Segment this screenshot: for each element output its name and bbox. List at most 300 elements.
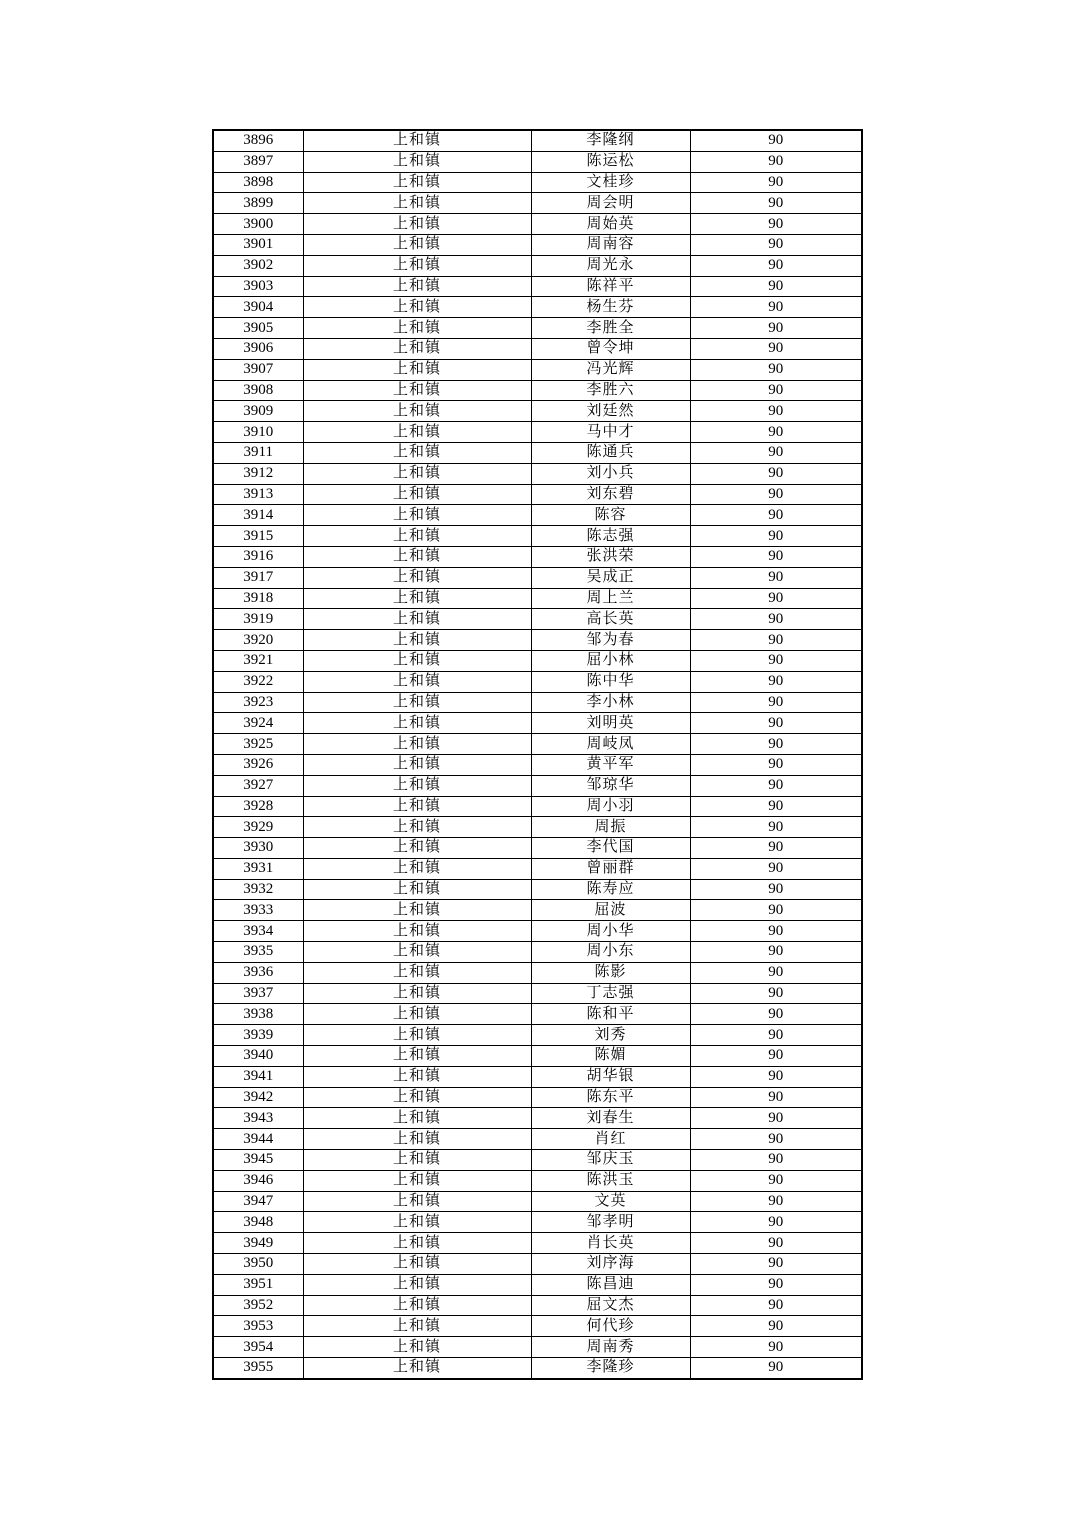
row-number-cell: 3954 (213, 1337, 303, 1358)
town-cell: 上和镇 (303, 1004, 531, 1025)
row-number-cell: 3929 (213, 817, 303, 838)
person-name-cell: 陈寿应 (531, 879, 690, 900)
person-name-cell: 陈影 (531, 962, 690, 983)
amount-cell: 90 (690, 505, 862, 526)
table-row (213, 526, 862, 547)
table-row (213, 359, 862, 380)
amount-cell: 90 (690, 754, 862, 775)
town-cell: 上和镇 (303, 1337, 531, 1358)
amount-cell: 90 (690, 234, 862, 255)
amount-cell: 90 (690, 359, 862, 380)
amount-cell: 90 (690, 921, 862, 942)
person-name-cell: 邹琼华 (531, 775, 690, 796)
person-name-cell: 陈昌迪 (531, 1274, 690, 1295)
amount-cell: 90 (690, 276, 862, 297)
amount-cell: 90 (690, 172, 862, 193)
amount-cell: 90 (690, 671, 862, 692)
table-row (213, 796, 862, 817)
town-cell: 上和镇 (303, 172, 531, 193)
row-number-cell: 3904 (213, 297, 303, 318)
table-row (213, 1129, 862, 1150)
row-number-cell: 3926 (213, 754, 303, 775)
town-cell: 上和镇 (303, 1212, 531, 1233)
town-cell: 上和镇 (303, 484, 531, 505)
row-number-cell: 3905 (213, 318, 303, 339)
row-number-cell: 3901 (213, 234, 303, 255)
town-cell: 上和镇 (303, 276, 531, 297)
amount-cell: 90 (690, 1025, 862, 1046)
town-cell: 上和镇 (303, 942, 531, 963)
town-cell: 上和镇 (303, 1274, 531, 1295)
table-row (213, 650, 862, 671)
town-cell: 上和镇 (303, 650, 531, 671)
table-row (213, 962, 862, 983)
row-number-cell: 3900 (213, 214, 303, 235)
person-name-cell: 屈文杰 (531, 1295, 690, 1316)
amount-cell: 90 (690, 775, 862, 796)
table-row (213, 1274, 862, 1295)
town-cell: 上和镇 (303, 297, 531, 318)
person-name-cell: 文英 (531, 1191, 690, 1212)
person-name-cell: 陈运松 (531, 151, 690, 172)
town-cell: 上和镇 (303, 1358, 531, 1379)
table-row (213, 1212, 862, 1233)
person-name-cell: 马中才 (531, 422, 690, 443)
person-name-cell: 何代珍 (531, 1316, 690, 1337)
amount-cell: 90 (690, 318, 862, 339)
town-cell: 上和镇 (303, 1170, 531, 1191)
table-row (213, 276, 862, 297)
person-name-cell: 周会明 (531, 193, 690, 214)
town-cell: 上和镇 (303, 214, 531, 235)
amount-cell: 90 (690, 338, 862, 359)
table-row (213, 214, 862, 235)
row-number-cell: 3899 (213, 193, 303, 214)
table-row (213, 193, 862, 214)
row-number-cell: 3913 (213, 484, 303, 505)
town-cell: 上和镇 (303, 858, 531, 879)
town-cell: 上和镇 (303, 775, 531, 796)
amount-cell: 90 (690, 713, 862, 734)
person-name-cell: 邹庆玉 (531, 1150, 690, 1171)
person-name-cell: 曾丽群 (531, 858, 690, 879)
table-row (213, 1150, 862, 1171)
table-row (213, 318, 862, 339)
amount-cell: 90 (690, 297, 862, 318)
amount-cell: 90 (690, 401, 862, 422)
table-row (213, 422, 862, 443)
row-number-cell: 3897 (213, 151, 303, 172)
amount-cell: 90 (690, 630, 862, 651)
row-number-cell: 3936 (213, 962, 303, 983)
amount-cell: 90 (690, 1337, 862, 1358)
person-name-cell: 李小林 (531, 692, 690, 713)
town-cell: 上和镇 (303, 1046, 531, 1067)
row-number-cell: 3935 (213, 942, 303, 963)
town-cell: 上和镇 (303, 630, 531, 651)
table-row (213, 754, 862, 775)
amount-cell: 90 (690, 1170, 862, 1191)
town-cell: 上和镇 (303, 1150, 531, 1171)
town-cell: 上和镇 (303, 151, 531, 172)
amount-cell: 90 (690, 796, 862, 817)
town-cell: 上和镇 (303, 1254, 531, 1275)
table-row (213, 1046, 862, 1067)
amount-cell: 90 (690, 255, 862, 276)
person-name-cell: 肖红 (531, 1129, 690, 1150)
person-name-cell: 曾令坤 (531, 338, 690, 359)
town-cell: 上和镇 (303, 962, 531, 983)
amount-cell: 90 (690, 1316, 862, 1337)
town-cell: 上和镇 (303, 588, 531, 609)
table-row (213, 879, 862, 900)
row-number-cell: 3930 (213, 838, 303, 859)
roster-table (212, 129, 863, 1380)
amount-cell: 90 (690, 692, 862, 713)
row-number-cell: 3941 (213, 1066, 303, 1087)
person-name-cell: 邹为春 (531, 630, 690, 651)
row-number-cell: 3925 (213, 734, 303, 755)
town-cell: 上和镇 (303, 983, 531, 1004)
row-number-cell: 3939 (213, 1025, 303, 1046)
row-number-cell: 3931 (213, 858, 303, 879)
person-name-cell: 周小东 (531, 942, 690, 963)
table-row (213, 463, 862, 484)
row-number-cell: 3934 (213, 921, 303, 942)
town-cell: 上和镇 (303, 442, 531, 463)
person-name-cell: 刘秀 (531, 1025, 690, 1046)
table-row (213, 734, 862, 755)
row-number-cell: 3911 (213, 442, 303, 463)
person-name-cell: 周小华 (531, 921, 690, 942)
person-name-cell: 刘东碧 (531, 484, 690, 505)
person-name-cell: 周光永 (531, 255, 690, 276)
person-name-cell: 文桂珍 (531, 172, 690, 193)
amount-cell: 90 (690, 962, 862, 983)
amount-cell: 90 (690, 1274, 862, 1295)
amount-cell: 90 (690, 942, 862, 963)
person-name-cell: 陈通兵 (531, 442, 690, 463)
amount-cell: 90 (690, 1150, 862, 1171)
table-row (213, 921, 862, 942)
table-row (213, 546, 862, 567)
row-number-cell: 3903 (213, 276, 303, 297)
row-number-cell: 3937 (213, 983, 303, 1004)
table-row (213, 817, 862, 838)
table-row (213, 838, 862, 859)
amount-cell: 90 (690, 1066, 862, 1087)
table-row (213, 1316, 862, 1337)
person-name-cell: 周南秀 (531, 1337, 690, 1358)
town-cell: 上和镇 (303, 1316, 531, 1337)
table-row (213, 505, 862, 526)
amount-cell: 90 (690, 588, 862, 609)
person-name-cell: 胡华银 (531, 1066, 690, 1087)
table-row (213, 1358, 862, 1379)
person-name-cell: 陈和平 (531, 1004, 690, 1025)
row-number-cell: 3909 (213, 401, 303, 422)
amount-cell: 90 (690, 900, 862, 921)
person-name-cell: 李胜全 (531, 318, 690, 339)
town-cell: 上和镇 (303, 318, 531, 339)
person-name-cell: 李隆纲 (531, 130, 690, 151)
row-number-cell: 3919 (213, 609, 303, 630)
person-name-cell: 周南容 (531, 234, 690, 255)
person-name-cell: 周振 (531, 817, 690, 838)
amount-cell: 90 (690, 1129, 862, 1150)
table-row (213, 775, 862, 796)
amount-cell: 90 (690, 1358, 862, 1379)
table-row (213, 900, 862, 921)
table-row (213, 1025, 862, 1046)
table-row (213, 234, 862, 255)
amount-cell: 90 (690, 1004, 862, 1025)
town-cell: 上和镇 (303, 255, 531, 276)
town-cell: 上和镇 (303, 671, 531, 692)
town-cell: 上和镇 (303, 234, 531, 255)
table-row (213, 151, 862, 172)
table-row (213, 671, 862, 692)
table-row (213, 1066, 862, 1087)
person-name-cell: 刘序海 (531, 1254, 690, 1275)
table-row (213, 713, 862, 734)
table-row (213, 1191, 862, 1212)
person-name-cell: 陈容 (531, 505, 690, 526)
town-cell: 上和镇 (303, 359, 531, 380)
person-name-cell: 陈志强 (531, 526, 690, 547)
amount-cell: 90 (690, 546, 862, 567)
town-cell: 上和镇 (303, 754, 531, 775)
table-row (213, 338, 862, 359)
town-cell: 上和镇 (303, 1087, 531, 1108)
row-number-cell: 3915 (213, 526, 303, 547)
table-row (213, 442, 862, 463)
table-row (213, 130, 862, 151)
table-row (213, 172, 862, 193)
row-number-cell: 3920 (213, 630, 303, 651)
row-number-cell: 3922 (213, 671, 303, 692)
row-number-cell: 3942 (213, 1087, 303, 1108)
amount-cell: 90 (690, 1212, 862, 1233)
person-name-cell: 丁志强 (531, 983, 690, 1004)
person-name-cell: 刘小兵 (531, 463, 690, 484)
table-row (213, 1108, 862, 1129)
row-number-cell: 3921 (213, 650, 303, 671)
amount-cell: 90 (690, 567, 862, 588)
row-number-cell: 3944 (213, 1129, 303, 1150)
person-name-cell: 刘廷然 (531, 401, 690, 422)
town-cell: 上和镇 (303, 734, 531, 755)
row-number-cell: 3928 (213, 796, 303, 817)
row-number-cell: 3896 (213, 130, 303, 151)
table-row (213, 1295, 862, 1316)
row-number-cell: 3902 (213, 255, 303, 276)
row-number-cell: 3940 (213, 1046, 303, 1067)
row-number-cell: 3908 (213, 380, 303, 401)
person-name-cell: 李代国 (531, 838, 690, 859)
amount-cell: 90 (690, 838, 862, 859)
table-row (213, 692, 862, 713)
town-cell: 上和镇 (303, 900, 531, 921)
town-cell: 上和镇 (303, 879, 531, 900)
town-cell: 上和镇 (303, 1233, 531, 1254)
person-name-cell: 刘明英 (531, 713, 690, 734)
amount-cell: 90 (690, 650, 862, 671)
amount-cell: 90 (690, 1108, 862, 1129)
amount-cell: 90 (690, 193, 862, 214)
amount-cell: 90 (690, 214, 862, 235)
row-number-cell: 3918 (213, 588, 303, 609)
row-number-cell: 3948 (213, 1212, 303, 1233)
row-number-cell: 3947 (213, 1191, 303, 1212)
row-number-cell: 3955 (213, 1358, 303, 1379)
row-number-cell: 3952 (213, 1295, 303, 1316)
table-row (213, 1087, 862, 1108)
table-row (213, 942, 862, 963)
row-number-cell: 3916 (213, 546, 303, 567)
person-name-cell: 陈祥平 (531, 276, 690, 297)
town-cell: 上和镇 (303, 546, 531, 567)
town-cell: 上和镇 (303, 505, 531, 526)
table-row (213, 380, 862, 401)
amount-cell: 90 (690, 983, 862, 1004)
town-cell: 上和镇 (303, 526, 531, 547)
table-row (213, 1337, 862, 1358)
table-row (213, 567, 862, 588)
town-cell: 上和镇 (303, 130, 531, 151)
table-row (213, 858, 862, 879)
amount-cell: 90 (690, 1295, 862, 1316)
amount-cell: 90 (690, 1233, 862, 1254)
amount-cell: 90 (690, 879, 862, 900)
person-name-cell: 陈中华 (531, 671, 690, 692)
town-cell: 上和镇 (303, 1129, 531, 1150)
amount-cell: 90 (690, 151, 862, 172)
amount-cell: 90 (690, 817, 862, 838)
town-cell: 上和镇 (303, 609, 531, 630)
person-name-cell: 屈波 (531, 900, 690, 921)
row-number-cell: 3910 (213, 422, 303, 443)
amount-cell: 90 (690, 422, 862, 443)
amount-cell: 90 (690, 380, 862, 401)
town-cell: 上和镇 (303, 380, 531, 401)
person-name-cell: 李胜六 (531, 380, 690, 401)
table-row (213, 255, 862, 276)
table-row (213, 609, 862, 630)
person-name-cell: 陈媚 (531, 1046, 690, 1067)
amount-cell: 90 (690, 1254, 862, 1275)
person-name-cell: 冯光辉 (531, 359, 690, 380)
amount-cell: 90 (690, 1046, 862, 1067)
town-cell: 上和镇 (303, 921, 531, 942)
town-cell: 上和镇 (303, 463, 531, 484)
row-number-cell: 3933 (213, 900, 303, 921)
town-cell: 上和镇 (303, 817, 531, 838)
table-row (213, 484, 862, 505)
town-cell: 上和镇 (303, 401, 531, 422)
town-cell: 上和镇 (303, 1066, 531, 1087)
person-name-cell: 陈洪玉 (531, 1170, 690, 1191)
row-number-cell: 3938 (213, 1004, 303, 1025)
town-cell: 上和镇 (303, 193, 531, 214)
town-cell: 上和镇 (303, 1108, 531, 1129)
row-number-cell: 3924 (213, 713, 303, 734)
table-row (213, 630, 862, 651)
row-number-cell: 3898 (213, 172, 303, 193)
row-number-cell: 3912 (213, 463, 303, 484)
amount-cell: 90 (690, 130, 862, 151)
row-number-cell: 3932 (213, 879, 303, 900)
amount-cell: 90 (690, 526, 862, 547)
person-name-cell: 周上兰 (531, 588, 690, 609)
row-number-cell: 3950 (213, 1254, 303, 1275)
table-row (213, 983, 862, 1004)
town-cell: 上和镇 (303, 1191, 531, 1212)
person-name-cell: 周始英 (531, 214, 690, 235)
amount-cell: 90 (690, 858, 862, 879)
person-name-cell: 黄平军 (531, 754, 690, 775)
person-name-cell: 周岐凤 (531, 734, 690, 755)
row-number-cell: 3917 (213, 567, 303, 588)
person-name-cell: 吴成正 (531, 567, 690, 588)
row-number-cell: 3953 (213, 1316, 303, 1337)
row-number-cell: 3945 (213, 1150, 303, 1171)
row-number-cell: 3907 (213, 359, 303, 380)
town-cell: 上和镇 (303, 1295, 531, 1316)
amount-cell: 90 (690, 1087, 862, 1108)
person-name-cell: 屈小林 (531, 650, 690, 671)
roster-table-body (213, 130, 862, 1379)
town-cell: 上和镇 (303, 422, 531, 443)
amount-cell: 90 (690, 463, 862, 484)
row-number-cell: 3949 (213, 1233, 303, 1254)
amount-cell: 90 (690, 484, 862, 505)
town-cell: 上和镇 (303, 338, 531, 359)
person-name-cell: 周小羽 (531, 796, 690, 817)
town-cell: 上和镇 (303, 796, 531, 817)
table-row (213, 1254, 862, 1275)
row-number-cell: 3951 (213, 1274, 303, 1295)
row-number-cell: 3914 (213, 505, 303, 526)
row-number-cell: 3943 (213, 1108, 303, 1129)
table-row (213, 1170, 862, 1191)
row-number-cell: 3906 (213, 338, 303, 359)
amount-cell: 90 (690, 609, 862, 630)
table-row (213, 588, 862, 609)
table-row (213, 401, 862, 422)
person-name-cell: 刘春生 (531, 1108, 690, 1129)
table-row (213, 1233, 862, 1254)
table-row (213, 1004, 862, 1025)
amount-cell: 90 (690, 442, 862, 463)
amount-cell: 90 (690, 734, 862, 755)
row-number-cell: 3923 (213, 692, 303, 713)
town-cell: 上和镇 (303, 838, 531, 859)
person-name-cell: 肖长英 (531, 1233, 690, 1254)
person-name-cell: 张洪荣 (531, 546, 690, 567)
town-cell: 上和镇 (303, 1025, 531, 1046)
row-number-cell: 3927 (213, 775, 303, 796)
row-number-cell: 3946 (213, 1170, 303, 1191)
table-row (213, 297, 862, 318)
person-name-cell: 李隆珍 (531, 1358, 690, 1379)
town-cell: 上和镇 (303, 567, 531, 588)
person-name-cell: 邹孝明 (531, 1212, 690, 1233)
person-name-cell: 杨生芬 (531, 297, 690, 318)
amount-cell: 90 (690, 1191, 862, 1212)
town-cell: 上和镇 (303, 692, 531, 713)
town-cell: 上和镇 (303, 713, 531, 734)
